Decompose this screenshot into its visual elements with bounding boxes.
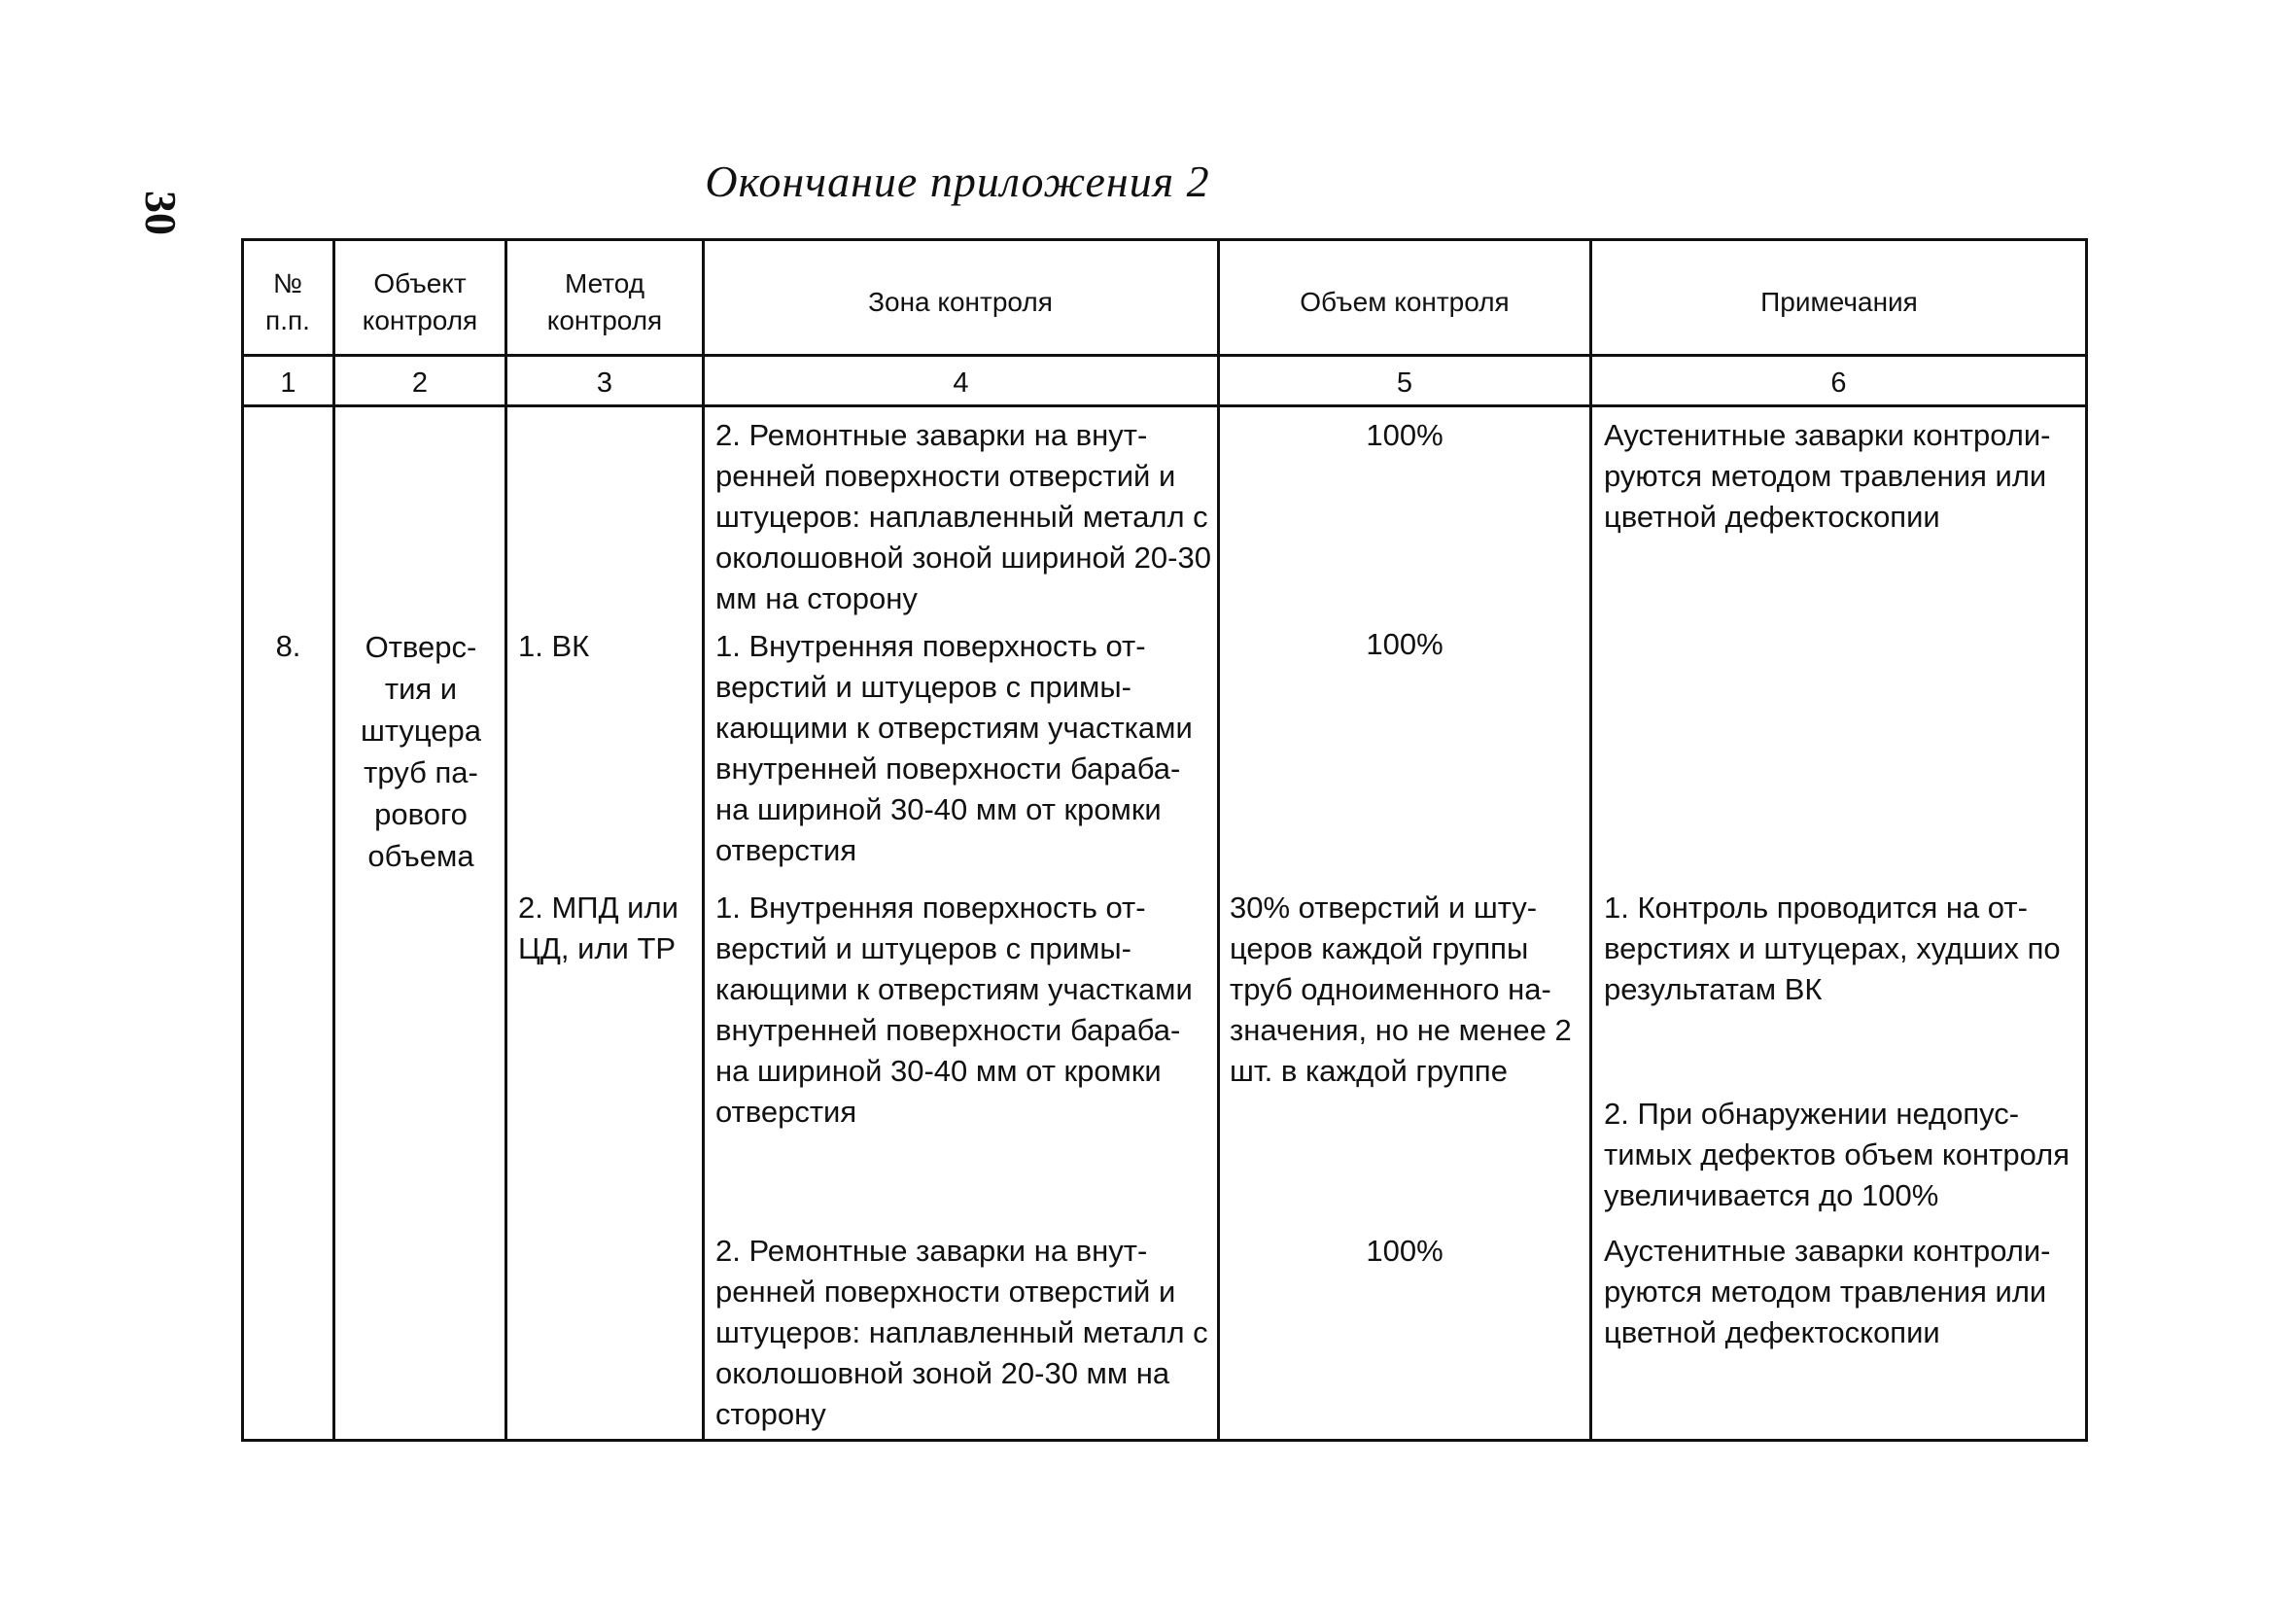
column-number: 1 [280,367,296,399]
zone-inner-surface-mpd: 1. Внутренняя поверхность от-верстий и штуцеров с примы-кающими к отверстиям участками внутренней поверхности бараба-на шириной 30-40 мм от кромки отверстия [715,891,1193,1129]
header-method: Метод контроля [546,268,663,335]
column-number: 6 [1830,367,1847,399]
column-number: 3 [596,367,613,399]
notes-repair-welds-2: Аустенитные заварки контроли-руются методом травления или цветной дефектоскопии [1604,1234,2051,1349]
volume-inner-surface-vk: 100% [1366,627,1444,661]
page-title: Окончание приложения 2 [705,157,1210,206]
notes-repair-welds-1: Аустенитные заварки контроли-руются методом травления или цветной дефектоскопии [1604,418,2051,534]
header-divider [241,354,2088,357]
row-object: Отверс-тия и штуцера труб па-рового объема [360,630,482,873]
column-number: 2 [411,367,429,399]
row-method-vk: 1. ВК [518,629,590,663]
column-divider [1217,238,1220,1442]
column-divider [702,238,705,1442]
volume-repair-welds-2: 100% [1366,1234,1444,1268]
zone-inner-surface-vk: 1. Внутренняя поверхность от-верстий и штуцеров с примы-кающими к отверстиям участками внутренней поверхности бараба-на шириной 30-40 мм от кромки отверстия [715,629,1193,867]
row-method-mpd: 2. МПД или ЦД, или ТР [518,891,678,965]
notes-inner-surface-mpd-2: 2. При обнаружении недопус-тимых дефектов объем контроля увеличивается до 100% [1604,1097,2070,1212]
column-divider [1589,238,1592,1442]
header-zone: Зона контроля [868,287,1053,317]
column-divider [332,238,335,1442]
zone-repair-welds-1: 2. Ремонтные заварки на внут-ренней поверхности отверстий и штуцеров: наплавленный металл с околошовной зоной шириной 20-30 мм на сторону [715,418,1211,615]
row-number: 8. [275,629,301,663]
header-volume: Объем контроля [1300,287,1510,317]
header-number: № п.п. [265,268,310,335]
page-number: 30 [136,191,186,235]
zone-repair-welds-2: 2. Ремонтные заварки на внут-ренней поверхности отверстий и штуцеров: наплавленный металл с околошовной зоной 20-30 мм на сторону [715,1234,1208,1431]
header-object: Объект контроля [362,268,478,335]
header-notes: Примечания [1760,287,1918,317]
volume-inner-surface-mpd: 30% отверстий и шту-церов каждой группы труб одноименного на-значения, но не менее 2 шт. в каждой группе [1230,891,1572,1088]
notes-inner-surface-mpd-1: 1. Контроль проводится на от-верстиях и штуцерах, худших по результатам ВК [1604,891,2061,1006]
column-number: 5 [1396,367,1413,399]
column-number: 4 [953,367,969,399]
header-divider [241,404,2088,407]
column-divider [504,238,507,1442]
volume-repair-welds-1: 100% [1366,418,1444,452]
